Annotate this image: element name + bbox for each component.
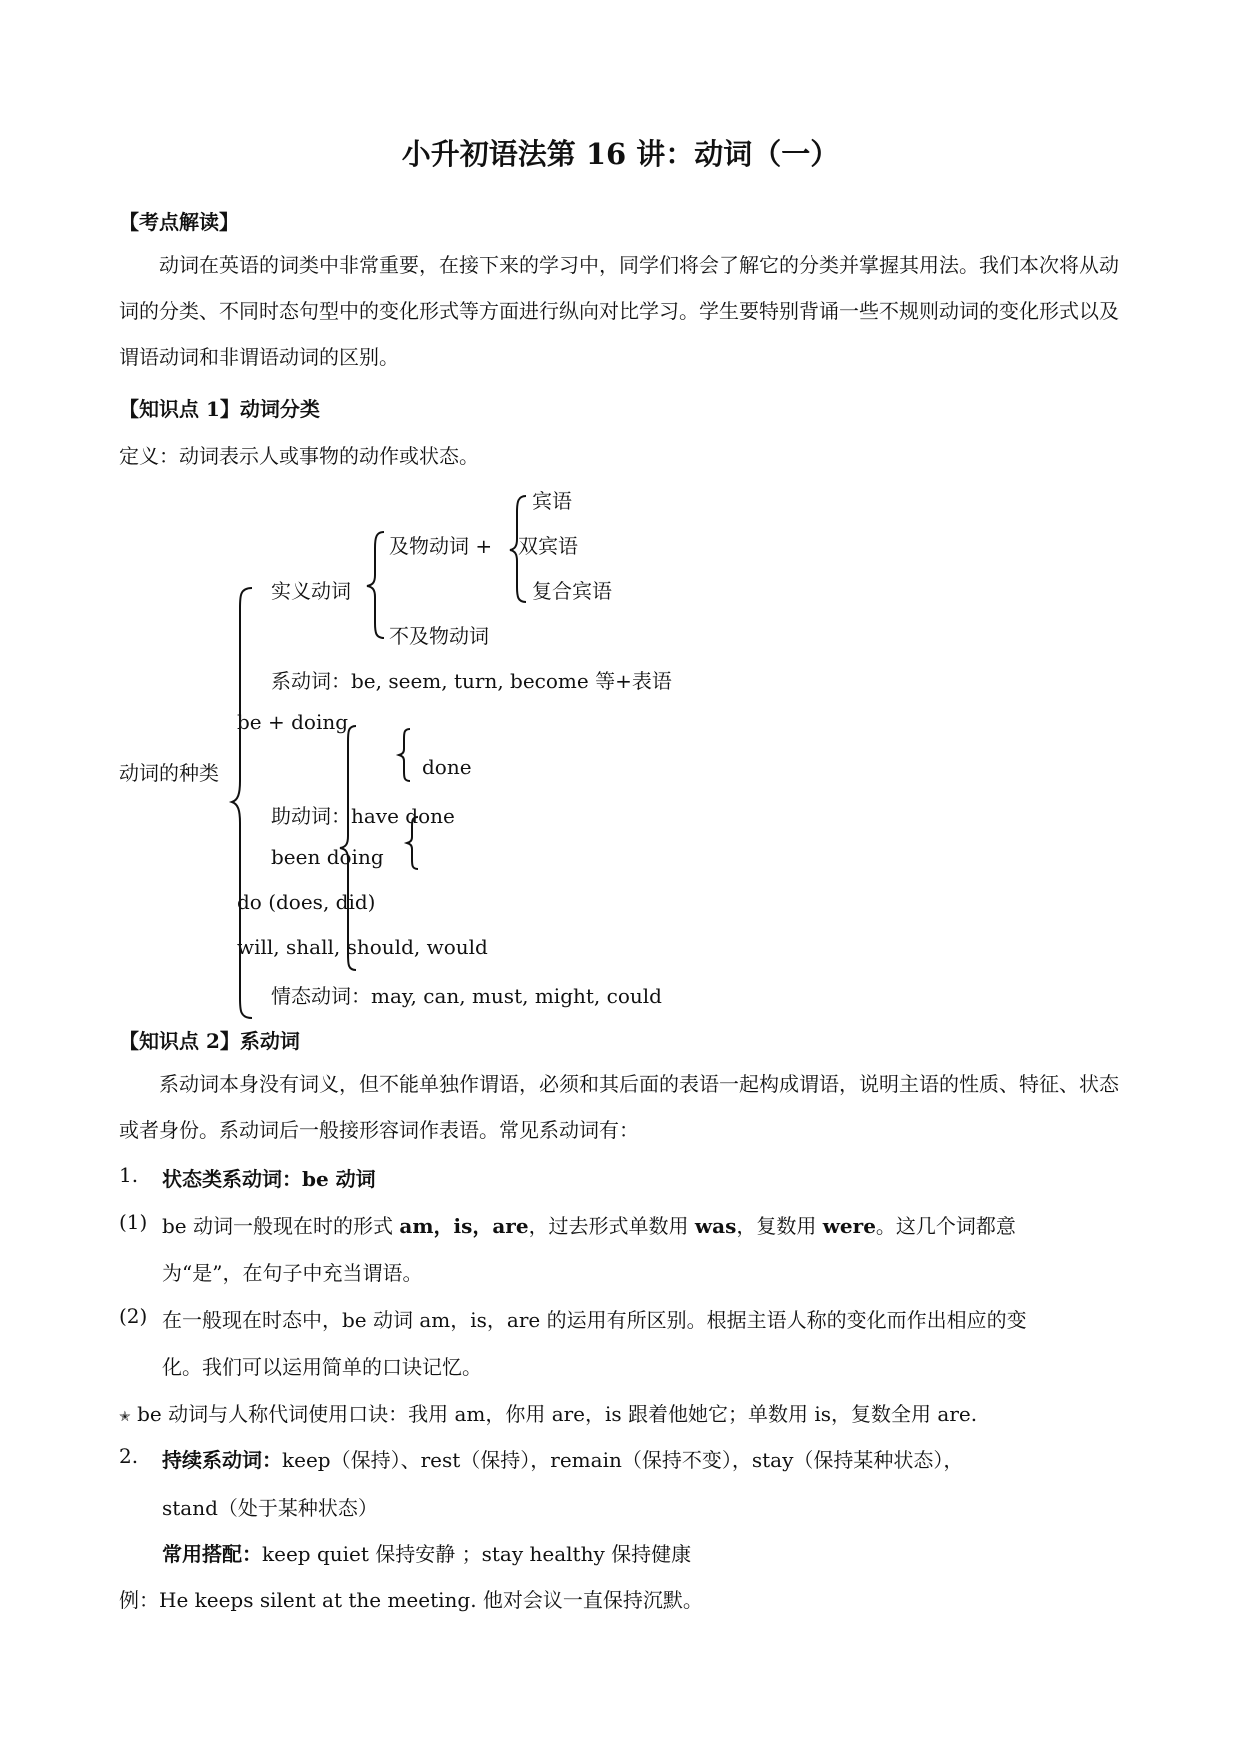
tree-jiwu-label: 及物动词 + (389, 534, 493, 558)
section-heading-kaodian: 【考点解读】 (119, 210, 239, 234)
p1-line2: 为“是”，在句子中充当谓语。 (162, 1261, 423, 1285)
p2-line2: 化。我们可以运用简单的口诀记忆。 (162, 1355, 482, 1379)
tree-will-shall-label: will, shall, should, would (237, 935, 488, 959)
star-icon: ✭ (119, 1409, 131, 1425)
common-collocation: 常用搭配：keep quiet 保持安静 ；stay healthy 保持健康 (162, 1542, 692, 1566)
item2-line2: stand（处于某种状态） (162, 1496, 378, 1520)
item2-number: 2. (119, 1444, 139, 1468)
tree-xidongci-label: 系动词：be, seem, turn, become 等+表语 (271, 669, 672, 693)
tree-be-doing-label: be + doing (237, 710, 349, 734)
kaodian-paragraph: 动词在英语的词类中非常重要，在接下来的学习中，同学们将会了解它的分类并掌握其用法。我们本次将从动词的分类、不同时态句型中的变化形式等方面进行纵向对比学习。学生要特别背诵一些不规则动词的变化形式以及谓语动词和非谓语动词的区别。 (119, 253, 1119, 369)
tree-qingtai-label: 情态动词：may, can, must, might, could (271, 984, 662, 1008)
star-note: ✭ be 动词与人称代词使用口诀：我用 am，你用 are，is 跟着他她它；单数用 is，复数全用 are. (119, 1402, 978, 1426)
section-heading-k2: 【知识点 2】系动词 (119, 1029, 300, 1053)
p2-number: (2) (119, 1304, 148, 1328)
example-sentence: 例：He keeps silent at the meeting. 他对会议一直保持沉默。 (119, 1588, 703, 1612)
tree-shiyi-label: 实义动词 (271, 579, 351, 603)
p2-line1: 在一般现在时态中，be 动词 am，is，are 的运用有所区别。根据主语人称的变化而作出相应的变 (162, 1308, 1027, 1332)
item1-number: 1. (119, 1163, 139, 1187)
tree-binyu-label: 宾语 (532, 489, 572, 513)
k2-paragraph: 系动词本身没有词义，但不能单独作谓语，必须和其后面的表语一起构成谓语，说明主语的性质、特征、状态或者身份。系动词后一般接形容词作表语。常见系动词有： (119, 1072, 1119, 1142)
tree-do-does-label: do (does, did) (237, 890, 376, 914)
definition-text: 定义：动词表示人或事物的动作或状态。 (119, 444, 479, 468)
tree-bujiwu-label: 不及物动词 (389, 624, 489, 648)
done2-brace-icon (404, 815, 424, 871)
p1-line1: be 动词一般现在时的形式 am，is，are，过去形式单数用 was，复数用 were。这几个词都意 (162, 1214, 1016, 1238)
done-brace-icon (396, 727, 416, 783)
tree-done-label: done (422, 755, 472, 779)
tree-shuangbinyu-label: 双宾语 (518, 534, 578, 558)
shiyi-brace-icon (364, 530, 390, 640)
page-title: 小升初语法第 16 讲：动词（一） (401, 137, 840, 171)
p1-number: (1) (119, 1210, 148, 1234)
tree-zhudongci-label: 助动词：have done (271, 804, 455, 828)
tree-fuhebinyu-label: 复合宾语 (532, 579, 612, 603)
item1-title: 状态类系动词：be 动词 (162, 1167, 376, 1191)
item2-line1: 持续系动词：keep（保持）、rest（保持），remain（保持不变），stay（保持某种状态）， (162, 1448, 964, 1472)
section-heading-k1: 【知识点 1】动词分类 (119, 397, 320, 421)
tree-root-label: 动词的种类 (119, 761, 219, 785)
tree-been-doing-label: been doing (271, 845, 384, 869)
